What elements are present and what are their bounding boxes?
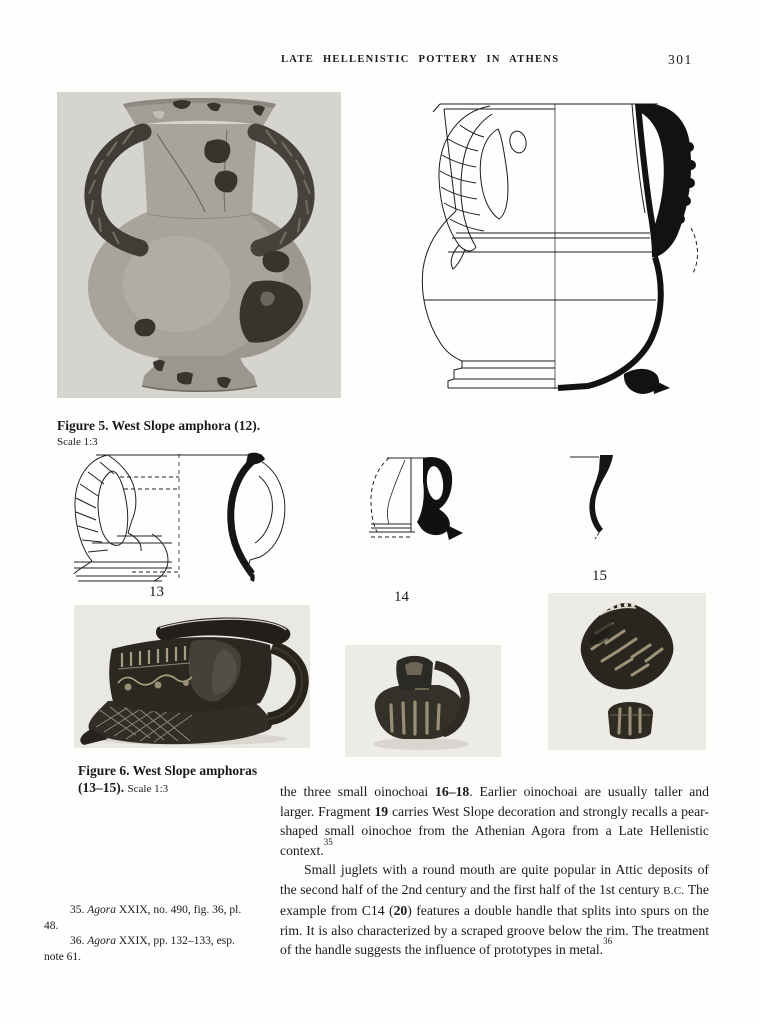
figure6-caption bbox=[78, 762, 257, 798]
body-text-column bbox=[280, 782, 709, 960]
figure5-caption bbox=[57, 417, 260, 449]
figure6-caption-line2: (13–15). Scale 1:3 bbox=[78, 780, 169, 795]
figure6-caption-scale: Scale 1:3 bbox=[127, 783, 169, 795]
footnote-ref-35: 35 bbox=[323, 836, 333, 847]
figure5-amphora-profile-drawing bbox=[400, 95, 700, 395]
fragment13-photo bbox=[74, 605, 310, 748]
amphora-photo-image bbox=[57, 92, 341, 398]
footnote-ref-36: 36 bbox=[603, 936, 613, 947]
fragment15-photo bbox=[548, 593, 706, 750]
figure6-caption-line1: Figure 6. West Slope amphoras bbox=[78, 763, 258, 778]
fragment-label-15: 15 bbox=[592, 568, 607, 584]
fragment13-drawing-image bbox=[62, 450, 297, 582]
fragment15-drawing bbox=[566, 452, 638, 540]
fragment14-photo bbox=[345, 645, 501, 757]
figure5-caption-scale: Scale 1:3 bbox=[57, 436, 98, 448]
fragment13-photo-image bbox=[74, 605, 310, 748]
fragment14-drawing bbox=[365, 452, 470, 544]
fragment-label-13: 13 bbox=[149, 584, 164, 600]
fragment14-photo-image bbox=[345, 645, 501, 757]
fragment-label-14: 14 bbox=[394, 589, 409, 605]
footnotes-block bbox=[44, 903, 256, 965]
fragment14-drawing-image bbox=[365, 452, 470, 544]
running-head: LATE HELLENISTIC POTTERY IN ATHENS bbox=[281, 54, 560, 65]
footnote-35: 35. Agora XXIX, no. 490, fig. 36, pl. 48. bbox=[44, 904, 242, 932]
page-number: 301 bbox=[668, 52, 693, 67]
figure5-caption-title: Figure 5. West Slope amphora (12). bbox=[57, 418, 261, 433]
fragment15-photo-image bbox=[548, 593, 706, 750]
figure5-amphora-photo bbox=[57, 92, 341, 398]
footnote-36: 36. Agora XXIX, pp. 132–133, esp. note 61. bbox=[44, 935, 235, 963]
fragment15-drawing-image bbox=[566, 452, 638, 540]
amphora-drawing-image bbox=[400, 95, 700, 395]
body-paragraph-2: Small juglets with a round mouth are quite popular in Attic deposits of the second half of the 2nd century and the first half of the 1st century B.C. The example from C14 (20) features a double handle that splits into spurs on the rim. It is also characterized by a scraped groove below the rim. The treatment of the handle suggests the influence of prototypes in metal.$^{36}$ bbox=[280, 862, 709, 957]
body-paragraph-1: the three small oinochoai 16–18. Earlier oinochoai are usually taller and larger. Fragment 19 carries West Slope decoration and strongly recalls a pear-shaped small oinochoe from the Athenian Agora from a Late Hellenistic context.$^{35}$ bbox=[280, 784, 709, 858]
bc-smallcaps: B.C. bbox=[663, 884, 685, 897]
fragment13-drawing bbox=[62, 450, 297, 582]
